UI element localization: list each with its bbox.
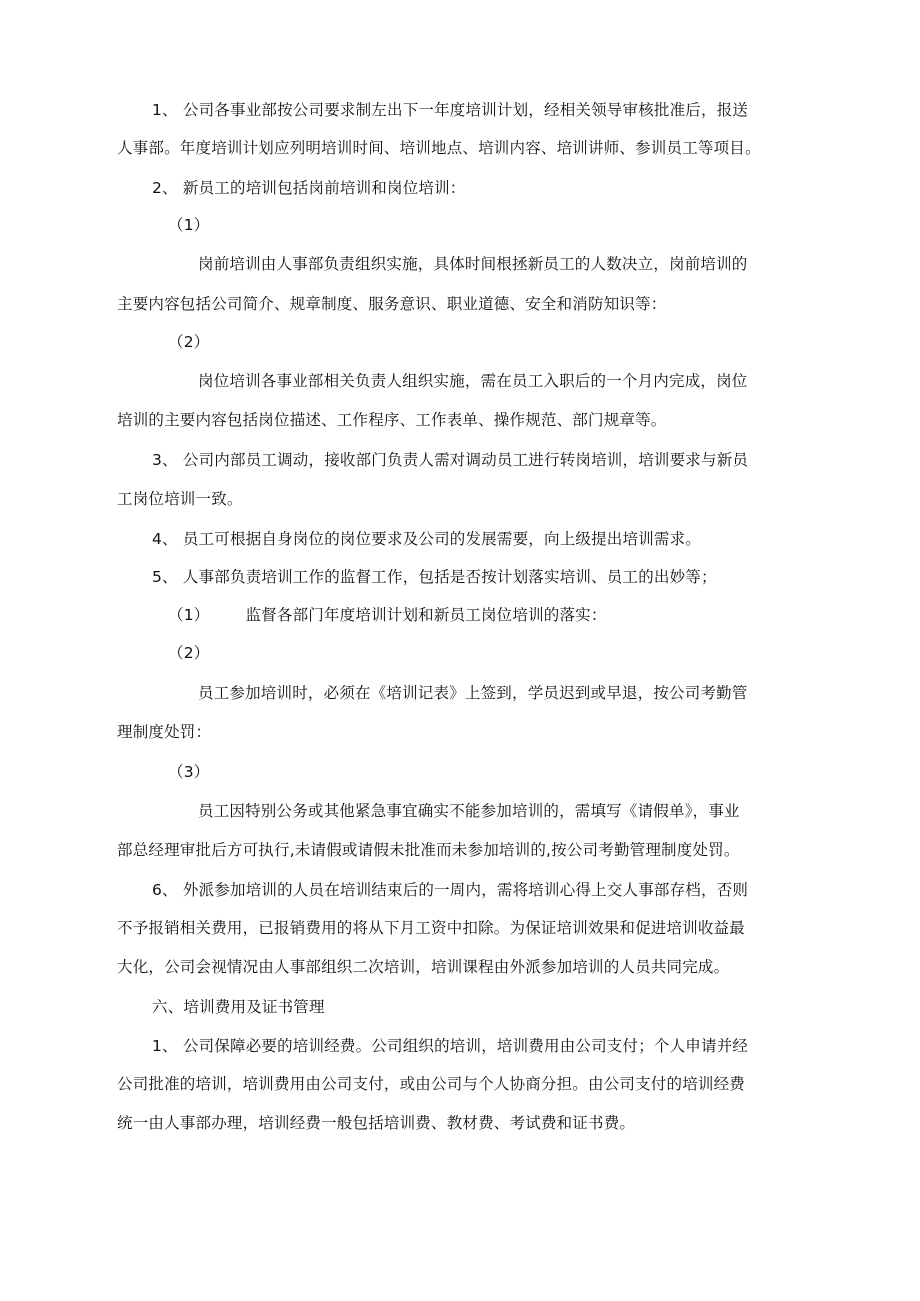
item-4-line-1: 4、 员工可根据自身岗位的岗位要求及公司的发展需要，向上级提出培训需求。 <box>152 530 701 548</box>
item-5-3-line-2: 部总经理审批后方可执行,未请假或请假未批准而未参加培训的,按公司考勤管理制度处罚。 <box>117 841 740 859</box>
item-5-2-line-2: 理制度处罚： <box>117 723 212 741</box>
item-5-3-line-1: 员工因特别公务或其他紧急事宜确实不能参加培训的，需填写《请假单》，事业 <box>198 802 740 820</box>
item-2-2-line-1: 岗位培训各事业部相关负责人组织实施，需在员工入职后的一个月内完成，岗位 <box>198 372 748 390</box>
item-2-line-1: 2、 新员工的培训包括岗前培训和岗位培训： <box>152 179 466 197</box>
sec6-item-1-line-2: 公司批准的培训，培训费用由公司支付，或由公司与个人协商分担。由公司支付的培训经费 <box>117 1075 746 1093</box>
item-2-1-number: （1） <box>168 216 210 234</box>
item-6-line-1: 6、 外派参加培训的人员在培训结束后的一周内，需将培训心得上交人事部存档，否则 <box>152 881 749 899</box>
item-6-line-2: 不予报销相关费用，已报销费用的将从下月工资中扣除。为保证培训效果和促进培训收益最 <box>117 919 746 937</box>
item-5-1-line <box>168 605 607 625</box>
sec6-item-1-line-3: 统一由人事部办理，培训经费一般包括培训费、教材费、考试费和证书费。 <box>117 1114 636 1132</box>
item-5-2-number: （2） <box>168 644 210 662</box>
item-2-2-line-2: 培训的主要内容包括岗位描述、工作程序、工作表单、操作规范、部门规章等。 <box>117 411 667 429</box>
item-1-line-1: 1、 公司各事业部按公司要求制左出下一年度培训计划，经相关领导审核批准后，报送 <box>152 101 749 119</box>
item-5-3-number: （3） <box>168 763 210 781</box>
item-5-1-text: 监督各部门年度培训计划和新员工岗位培训的落实： <box>245 606 607 624</box>
item-2-2-number: （2） <box>168 333 210 351</box>
sec6-item-1-line-1: 1、 公司保障必要的培训经费。公司组织的培训，培训费用由公司支付；个人申请并经 <box>152 1037 749 1055</box>
item-2-1-line-2: 主要内容包括公司简介、规章制度、服务意识、职业道德、安全和消防知识等： <box>117 295 667 313</box>
item-2-1-line-1: 岗前培训由人事部负责组织实施，具体时间根拯新员工的人数决立，岗前培训的 <box>198 255 748 273</box>
item-5-line-1: 5、 人事部负责培训工作的监督工作，包括是否按计划落实培训、员工的出妙等； <box>152 568 717 586</box>
item-1-line-2: 人事部。年度培训计划应列明培训时间、培训地点、培训内容、培训讲师、参训员工等项目。 <box>117 139 761 157</box>
item-3-line-2: 工岗位培训一致。 <box>117 490 243 508</box>
item-3-line-1: 3、 公司内部员工调动，接收部门负责人需对调动员工进行转岗培训，培训要求与新员 <box>152 451 749 469</box>
item-5-2-line-1: 员工参加培训时，必须在《培训记表》上签到，学员迟到或早退，按公司考勤管 <box>198 684 748 702</box>
item-6-line-3: 大化，公司会视情况由人事部组织二次培训，培训课程由外派参加培训的人员共同完成。 <box>117 958 730 976</box>
item-5-1-number: （1） <box>168 606 210 624</box>
section-6-heading: 六、培训费用及证书管理 <box>152 998 325 1016</box>
